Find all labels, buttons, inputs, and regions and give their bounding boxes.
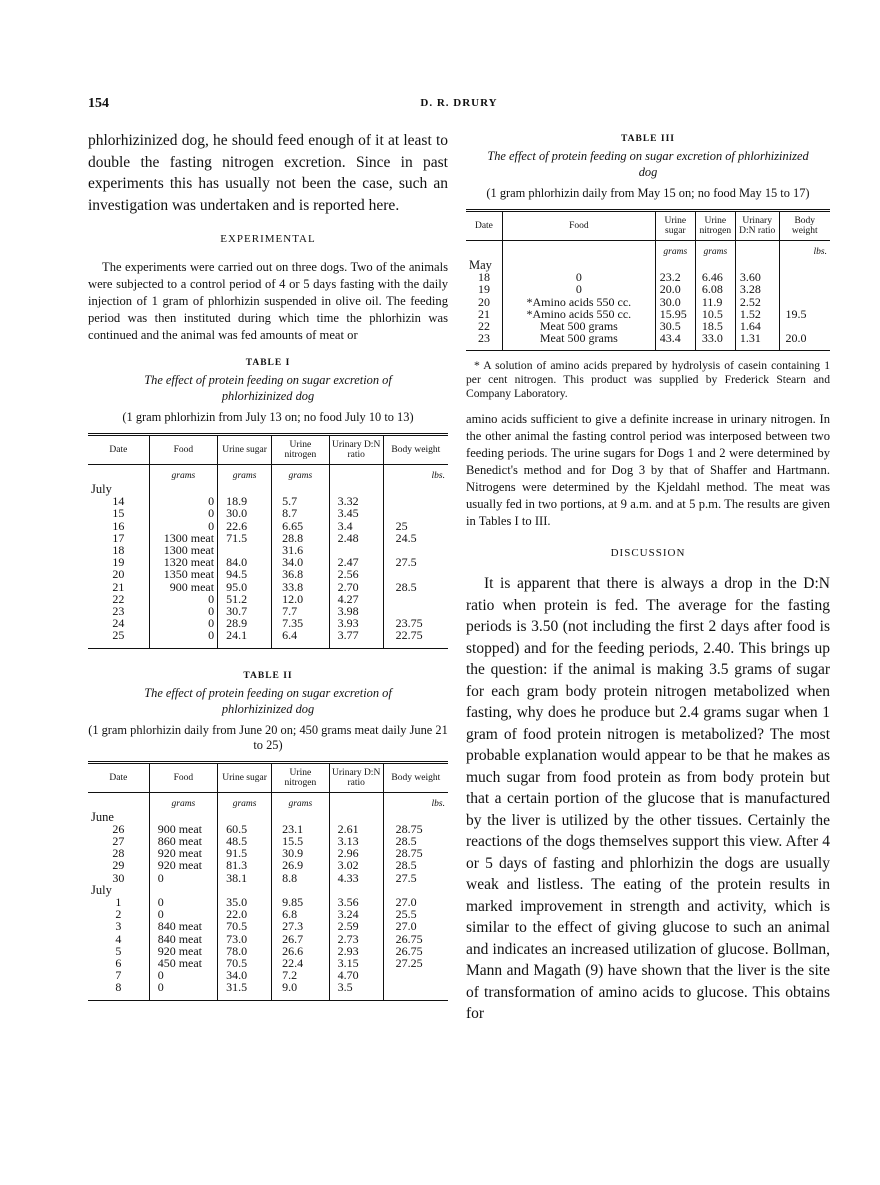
- table2-cell: 3: [115, 919, 122, 934]
- table1-unit: [88, 465, 149, 484]
- table2-header: Date: [88, 762, 149, 792]
- table3-cell: *Amino acids 550 cc.: [502, 296, 655, 308]
- table2-header: Urine nitrogen: [272, 762, 330, 792]
- table1-cell: 24.5: [383, 532, 448, 544]
- table3-cell: 1.52: [735, 308, 779, 320]
- table2-cell: 860 meat: [149, 835, 217, 847]
- table2-cell: 3.56: [329, 896, 383, 908]
- table1-cell: 18.9: [218, 495, 272, 507]
- table1-cell: 0: [149, 507, 217, 519]
- table2-cell: 3.15: [329, 957, 383, 969]
- table3-cell: [779, 271, 830, 283]
- table2-cell: 4.33: [329, 872, 383, 884]
- table1-unit: grams: [149, 465, 217, 484]
- table2-cell: 3.5: [329, 981, 383, 1000]
- table2-cell: 2.93: [329, 945, 383, 957]
- table2-cell: 7: [115, 968, 122, 983]
- table3-unit: grams: [655, 241, 695, 260]
- empty-cell: [329, 811, 383, 823]
- table3-cell: 1.31: [735, 332, 779, 351]
- table1-row: [88, 581, 448, 593]
- table2-cell: 26: [112, 821, 125, 836]
- table1-label: TABLE I: [245, 358, 291, 368]
- table2-cell: 27.25: [383, 957, 448, 969]
- table2-cell: 4: [115, 931, 122, 946]
- table2-cell: 27.0: [383, 896, 448, 908]
- table3-cell: 22: [477, 319, 490, 334]
- table1-cell: 2.70: [329, 581, 383, 593]
- table2-cell: 26.9: [272, 859, 330, 871]
- table2-unit: [88, 792, 149, 811]
- table2-cell: 7.2: [272, 969, 330, 981]
- table1-cell: 22.6: [218, 520, 272, 532]
- table1-cell: 8.7: [272, 507, 330, 519]
- table2-cell: 3.24: [329, 908, 383, 920]
- table2-cell: 26.7: [272, 933, 330, 945]
- table2-cell: 35.0: [218, 896, 272, 908]
- table3-cell: 11.9: [695, 296, 735, 308]
- empty-cell: [383, 811, 448, 823]
- empty-cell: [779, 259, 830, 271]
- table1-cell: 30.7: [218, 605, 272, 617]
- table2-cell: 30: [112, 870, 125, 885]
- table2-cell: 6: [115, 956, 122, 971]
- table3-row: [466, 308, 830, 320]
- table2-unit: lbs.: [383, 792, 448, 811]
- table2-subcaption: (1 gram phlorhizin daily from June 20 on; 450 grams meat daily June 21 to 25): [88, 722, 448, 752]
- table2-cell: 2.96: [329, 847, 383, 859]
- table3-cell: 18.5: [695, 320, 735, 332]
- empty-cell: [272, 483, 330, 495]
- table3-cell: 43.4: [655, 332, 695, 351]
- table2-cell: 28: [112, 846, 125, 861]
- table1-row: [88, 568, 448, 580]
- table3-header: Urine sugar: [655, 211, 695, 241]
- table1-unit: grams: [218, 465, 272, 484]
- table2-row: [88, 920, 448, 932]
- table2-cell: 29: [112, 858, 125, 873]
- table2-row: [88, 969, 448, 981]
- section-heading-discussion: DISCUSSION: [610, 547, 686, 560]
- table1-cell: 16: [112, 518, 125, 533]
- table1-cell: 18: [112, 543, 125, 558]
- table1-cell: 0: [149, 495, 217, 507]
- table3: [466, 209, 830, 351]
- table3-cell: 3.28: [735, 283, 779, 295]
- table1-cell: 7.7: [272, 605, 330, 617]
- table3-header: Urine nitrogen: [695, 211, 735, 241]
- table3-header-row: [466, 211, 830, 241]
- table2-cell: 70.5: [218, 957, 272, 969]
- table2-cell: 78.0: [218, 945, 272, 957]
- table1-cell: 1300 meat: [149, 532, 217, 544]
- table1-cell: 2.47: [329, 556, 383, 568]
- table1-cell: 0: [149, 617, 217, 629]
- table2-unit: grams: [272, 792, 330, 811]
- table2-cell: 31.5: [218, 981, 272, 1000]
- table3-cell: Meat 500 grams: [502, 332, 655, 351]
- table1-header: Food: [149, 435, 217, 465]
- table3-cell: 21: [477, 306, 490, 321]
- table3-cell: 3.60: [735, 271, 779, 283]
- table2-cell: 0: [149, 872, 217, 884]
- table2-row: [88, 872, 448, 884]
- table1-cell: 900 meat: [149, 581, 217, 593]
- table1-row: [88, 544, 448, 556]
- table3-cell: 1.64: [735, 320, 779, 332]
- table2-cell: 8: [88, 981, 149, 1000]
- table3-cell: Meat 500 grams: [502, 320, 655, 332]
- table2-cell: [383, 969, 448, 981]
- table1-cell: 51.2: [218, 593, 272, 605]
- table2-row: [88, 945, 448, 957]
- table2-cell: 28.5: [383, 859, 448, 871]
- table2-cell: 30.9: [272, 847, 330, 859]
- table3-caption: The effect of protein feeding on sugar excretion of phlorhizinized dog: [487, 149, 809, 179]
- table1-cell: 21: [112, 579, 125, 594]
- table1-header: Urine sugar: [218, 435, 272, 465]
- table2-cell: 5: [115, 943, 122, 958]
- discussion-paragraph: It is apparent that there is always a drop in the D:N ratio when protein is fed. The average for the fasting periods is 3.50 (not including the first 2 days after food is stopped) and for the feeding periods, 2.40. This brings up the question: if the animal is making 3.5 grams of sugar for each gram body protein nitrogen metabolized when fasting, why does he produce but 2.4 grams sugar when 1 gram of food protein nitrogen is metabolized? The most probable explanation would appear to be that he makes as much sugar from food protein as from body protein but that a certain portion of the glucose that is manufactured by the liver is utilized by the other tissues. Certainly the reactions of the dogs themselves support this view. After 4 or 5 days of fasting and phlorhizin the dogs are usually weak and listless. The eating of the protein results in marked improvement in strength and activity, which is similar to the effect of giving glucose to such an animal and indicates an increased utilization of glucose. Bollman, Mann and Magath (9) have shown that the liver is the site of transformation of amino acids to glucose. This obtains for: [466, 575, 830, 1023]
- table2-cell: 0: [149, 896, 217, 908]
- table2: [88, 761, 448, 1001]
- table2-cell: 2.61: [329, 823, 383, 835]
- table2-cell: 28.75: [383, 823, 448, 835]
- table1-cell: 34.0: [272, 556, 330, 568]
- table1: [88, 433, 448, 649]
- table2-cell: 22.0: [218, 908, 272, 920]
- table1-cell: 1350 meat: [149, 568, 217, 580]
- table1-cell: 2.48: [329, 532, 383, 544]
- table2-cell: 73.0: [218, 933, 272, 945]
- table1-row: [88, 532, 448, 544]
- table1-cell: 23: [112, 604, 125, 619]
- table3-cell: 2.52: [735, 296, 779, 308]
- table3-unit: [466, 241, 502, 260]
- left-column: [88, 130, 448, 1001]
- table1-header: Urine nitrogen: [272, 435, 330, 465]
- table1-cell: 14: [112, 494, 125, 509]
- table2-cell: 1: [115, 895, 122, 910]
- table1-cell: 24.1: [218, 629, 272, 648]
- table1-cell: 3.4: [329, 520, 383, 532]
- table2-cell: 9.85: [272, 896, 330, 908]
- table1-cell: 2.56: [329, 568, 383, 580]
- table2-row: [88, 981, 448, 1000]
- table2-cell: 26.75: [383, 933, 448, 945]
- table3-label: TABLE III: [621, 134, 675, 144]
- table1-cell: 0: [149, 520, 217, 532]
- month-row: [88, 483, 448, 495]
- table1-cell: 27.5: [383, 556, 448, 568]
- table3-cell: 6.46: [695, 271, 735, 283]
- table2-header: Body weight: [383, 762, 448, 792]
- table3-subcaption: (1 gram phlorhizin daily from May 15 on; no food May 15 to 17): [486, 186, 810, 200]
- table1-row: [88, 495, 448, 507]
- table3-cell: 30.5: [655, 320, 695, 332]
- table1-cell: [383, 593, 448, 605]
- section-heading-experimental: EXPERIMENTAL: [220, 233, 316, 245]
- table2-row: [88, 859, 448, 871]
- table2-cell: [383, 981, 448, 1000]
- table2-cell: 0: [149, 969, 217, 981]
- table3-row: [466, 271, 830, 283]
- table2-label: TABLE II: [243, 670, 293, 681]
- table1-cell: 4.27: [329, 593, 383, 605]
- table2-cell: 840 meat: [149, 920, 217, 932]
- table3-unit: grams: [695, 241, 735, 260]
- table2-cell: 70.5: [218, 920, 272, 932]
- table1-cell: [383, 568, 448, 580]
- table2-cell: 920 meat: [149, 859, 217, 871]
- table2-cell: 8.8: [272, 872, 330, 884]
- table1-row: [88, 520, 448, 532]
- table1-row: [88, 593, 448, 605]
- table2-cell: 3.02: [329, 859, 383, 871]
- table3-unit: [502, 241, 655, 260]
- right-column: [466, 130, 830, 1025]
- table1-cell: 19: [112, 555, 125, 570]
- table3-header: Body weight: [779, 211, 830, 241]
- table1-cell: 3.77: [329, 629, 383, 648]
- month-label: July: [91, 882, 112, 897]
- table1-cell: 15: [112, 506, 125, 521]
- table1-row: [88, 556, 448, 568]
- page-number: 154: [88, 96, 109, 111]
- table3-cell: 0: [502, 283, 655, 295]
- table3-header: Urinary D:N ratio: [735, 211, 779, 241]
- table1-header: Urinary D:N ratio: [329, 435, 383, 465]
- table1-cell: 3.32: [329, 495, 383, 507]
- table2-cell: 3.13: [329, 835, 383, 847]
- table1-row: [88, 617, 448, 629]
- table2-cell: 9.0: [272, 981, 330, 1000]
- table3-units-row: [466, 241, 830, 260]
- intro-paragraph: phlorhizinized dog, he should feed enough of it at least to double the fasting nitrogen excretion. Since in past experiments this has usually not been the case, such an investigation was undertaken and is reported here.: [88, 132, 448, 214]
- table1-cell: 25: [383, 520, 448, 532]
- table1-cell: 0: [149, 593, 217, 605]
- table1-cell: 20: [112, 567, 125, 582]
- page-header: [88, 96, 830, 116]
- month-row: [466, 259, 830, 271]
- table3-header: Food: [502, 211, 655, 241]
- table2-cell: 920 meat: [149, 945, 217, 957]
- table1-units-row: [88, 465, 448, 484]
- empty-cell: [218, 811, 272, 823]
- table1-cell: 28.9: [218, 617, 272, 629]
- table2-units-row: [88, 792, 448, 811]
- table3-cell: 33.0: [695, 332, 735, 351]
- table3-cell: 20: [477, 294, 490, 309]
- table1-subcaption: (1 gram phlorhizin from July 13 on; no food July 10 to 13): [122, 410, 414, 424]
- table1-cell: 22.75: [383, 629, 448, 648]
- table2-cell: 2: [115, 907, 122, 922]
- table2-cell: 27.0: [383, 920, 448, 932]
- table1-header-row: [88, 435, 448, 465]
- table3-cell: *Amino acids 550 cc.: [502, 308, 655, 320]
- table3-cell: 30.0: [655, 296, 695, 308]
- table1-unit: [329, 465, 383, 484]
- table2-cell: 27.5: [383, 872, 448, 884]
- table2-cell: 920 meat: [149, 847, 217, 859]
- table3-cell: 20.0: [655, 283, 695, 295]
- table1-cell: 3.93: [329, 617, 383, 629]
- table1-cell: 28.8: [272, 532, 330, 544]
- running-head: D. R. DRURY: [420, 97, 498, 109]
- table1-cell: 28.5: [383, 581, 448, 593]
- table2-header: Urine sugar: [218, 762, 272, 792]
- table3-cell: 19: [477, 282, 490, 297]
- table3-cell: 19.5: [779, 308, 830, 320]
- table3-cell: 23.2: [655, 271, 695, 283]
- table2-cell: 15.5: [272, 835, 330, 847]
- table3-cell: 0: [502, 271, 655, 283]
- table3-header: Date: [466, 211, 502, 241]
- table1-cell: 17: [112, 530, 125, 545]
- table1-cell: 36.8: [272, 568, 330, 580]
- table2-row: [88, 835, 448, 847]
- continuation-paragraph: amino acids sufficient to give a definite increase in urinary nitrogen. In the other animal the fasting control period was interposed between two feeding periods. The urine sugars for Dogs 1 and 2 were determined by Benedict's method and for Dog 3 by that of Shaffer and Hartmann. Nitrogens were determined by the Kjeldahl method. The meat was usually fed in two portions, at 9 a.m. and at 5 p.m. The results are given in Tables I to III.: [466, 412, 830, 529]
- table1-row: [88, 507, 448, 519]
- table1-cell: 22: [112, 591, 125, 606]
- table2-cell: 22.4: [272, 957, 330, 969]
- table1-unit: lbs.: [383, 465, 448, 484]
- experimental-paragraph: The experiments were carried out on three dogs. Two of the animals were subjected to a control period of 4 or 5 days fasting with the daily injection of 1 gram of phlorhizin suspended in olive oil. The feeding period was then instituted during which time the phlorhizin was continued and the animal was fed amounts of meat or: [88, 260, 448, 342]
- month-label: July: [91, 482, 112, 496]
- table1-cell: 6.65: [272, 520, 330, 532]
- table3-cell: [779, 283, 830, 295]
- table3-cell: 6.08: [695, 283, 735, 295]
- table1-cell: 6.4: [272, 629, 330, 648]
- table1-cell: 31.6: [272, 544, 330, 556]
- table2-cell: 450 meat: [149, 957, 217, 969]
- table1-header: Date: [88, 435, 149, 465]
- table2-cell: 34.0: [218, 969, 272, 981]
- month-label: June: [91, 809, 114, 824]
- table1-cell: 71.5: [218, 532, 272, 544]
- month-row: [88, 811, 448, 823]
- table3-cell: [779, 296, 830, 308]
- table1-cell: 3.98: [329, 605, 383, 617]
- table2-header: Food: [149, 762, 217, 792]
- table2-cell: 60.5: [218, 823, 272, 835]
- table2-cell: 28.5: [383, 835, 448, 847]
- table1-cell: 1300 meat: [149, 544, 217, 556]
- table3-cell: 10.5: [695, 308, 735, 320]
- table1-caption: The effect of protein feeding on sugar excretion of phlorhizinized dog: [144, 373, 392, 403]
- table1-cell: 0: [149, 629, 217, 648]
- empty-cell: [383, 483, 448, 495]
- table3-row: [466, 332, 830, 351]
- table2-row: [88, 823, 448, 835]
- month-row: [88, 884, 448, 896]
- table3-cell: 15.95: [655, 308, 695, 320]
- table2-header: Urinary D:N ratio: [329, 762, 383, 792]
- table2-cell: 27: [112, 834, 125, 849]
- table1-cell: 7.35: [272, 617, 330, 629]
- table1-cell: 94.5: [218, 568, 272, 580]
- table3-cell: 20.0: [779, 332, 830, 351]
- table2-unit: [329, 792, 383, 811]
- table3-unit: [735, 241, 779, 260]
- table3-footnote: * A solution of amino acids prepared by hydrolysis of casein containing 1 per cent nitrogen. This product was supplied by Frederick Stearn and Company Laboratory.: [466, 359, 830, 401]
- table2-cell: 0: [149, 981, 217, 1000]
- table2-unit: grams: [218, 792, 272, 811]
- table1-cell: [383, 495, 448, 507]
- table2-cell: 26.75: [383, 945, 448, 957]
- table2-cell: 0: [149, 908, 217, 920]
- table3-row: [466, 296, 830, 308]
- table2-cell: 48.5: [218, 835, 272, 847]
- empty-cell: [272, 811, 330, 823]
- table3-row: [466, 283, 830, 295]
- table2-cell: 81.3: [218, 859, 272, 871]
- table3-row: [466, 320, 830, 332]
- table1-row: [88, 605, 448, 617]
- table2-row: [88, 896, 448, 908]
- table2-cell: 4.70: [329, 969, 383, 981]
- table2-cell: 2.73: [329, 933, 383, 945]
- table1-cell: 5.7: [272, 495, 330, 507]
- table1-cell: 25: [88, 629, 149, 648]
- table1-cell: 24: [112, 616, 125, 631]
- table2-caption: The effect of protein feeding on sugar excretion of phlorhizinized dog: [144, 685, 392, 716]
- table1-cell: 84.0: [218, 556, 272, 568]
- empty-cell: [149, 811, 217, 823]
- table2-cell: 6.8: [272, 908, 330, 920]
- table2-row: [88, 957, 448, 969]
- table1-cell: 0: [149, 605, 217, 617]
- month-label: May: [469, 258, 492, 272]
- table2-cell: 900 meat: [149, 823, 217, 835]
- table2-unit: grams: [149, 792, 217, 811]
- table2-cell: 840 meat: [149, 933, 217, 945]
- table2-cell: 2.59: [329, 920, 383, 932]
- table3-unit: lbs.: [779, 241, 830, 260]
- table1-cell: 23.75: [383, 617, 448, 629]
- table1-cell: [383, 507, 448, 519]
- table2-row: [88, 908, 448, 920]
- table1-cell: 33.8: [272, 581, 330, 593]
- table2-cell: 91.5: [218, 847, 272, 859]
- table2-row: [88, 933, 448, 945]
- table1-unit: grams: [272, 465, 330, 484]
- table2-cell: 25.5: [383, 908, 448, 920]
- table2-row: [88, 847, 448, 859]
- table2-cell: 27.3: [272, 920, 330, 932]
- table2-cell: 28.75: [383, 847, 448, 859]
- table1-cell: 30.0: [218, 507, 272, 519]
- table2-cell: 38.1: [218, 872, 272, 884]
- table2-cell: 26.6: [272, 945, 330, 957]
- table1-cell: 1320 meat: [149, 556, 217, 568]
- table3-cell: 18: [477, 270, 490, 285]
- table1-cell: 95.0: [218, 581, 272, 593]
- table1-cell: 12.0: [272, 593, 330, 605]
- table3-cell: 23: [466, 332, 502, 351]
- table1-header: Body weight: [383, 435, 448, 465]
- table2-cell: 23.1: [272, 823, 330, 835]
- table1-row: [88, 629, 448, 648]
- table1-cell: 3.45: [329, 507, 383, 519]
- table2-header-row: [88, 762, 448, 792]
